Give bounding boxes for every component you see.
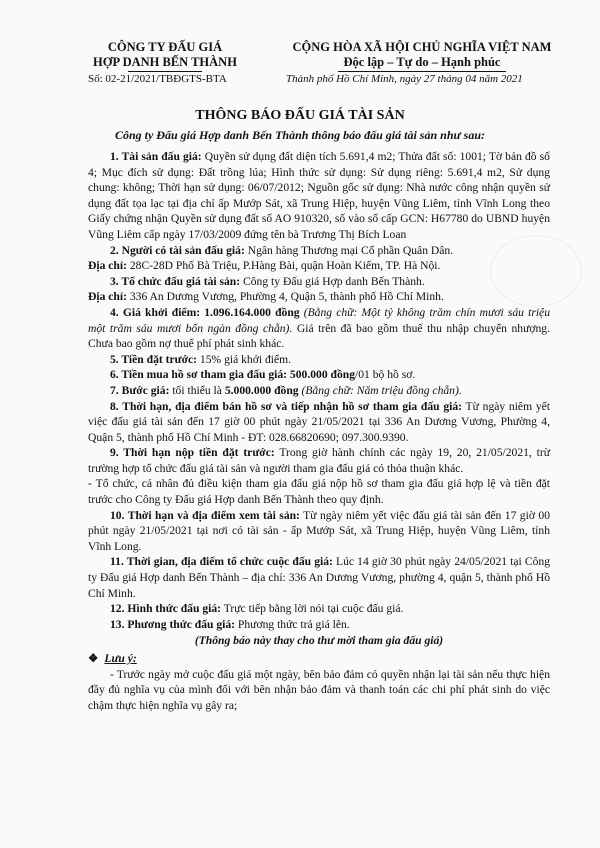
national-motto: Độc lập – Tự do – Hạnh phúc [343, 55, 501, 69]
item-5: 5. Tiền đặt trước: 15% giá khởi điểm. [110, 352, 292, 366]
note-text: - Trước ngày mở cuộc đấu giá một ngày, bên bảo đảm có quyền nhận lại tài sản nếu thực hiện đầy đủ nghĩa vụ của mình đối với bên nhận bảo đảm và thanh toán các chi phí phát sinh do việc chậm thực hiện nghĩa vụ gây ra; [88, 667, 550, 712]
intro-line: Công ty Đấu giá Hợp danh Bến Thành thông báo đấu giá tài sản như sau: [114, 128, 486, 142]
item-1: 1. Tài sản đấu giá: Quyền sử dụng đất diện tích 5.691,4 m2; Thửa đất số: 1001; Tờ bản đồ số 4; Mục đích sử dụng: Đất trồng lúa; Hình thức sử dụng: Sử dụng riêng: 5.691,4 m2, Sử dụng chung: không; Thời hạn sử dụng: 06/07/2012; Nguồn gốc sử dụng: Nhà nước công nhận quyền sử dụng đất tọa lạc tại địa chỉ ấp Mướp Sát, xã Trung Hiệp, huyện Vũng Liêm, tỉnh Vĩnh Long theo Giấy chứng nhận Quyền sử dụng đất số AO 910320, số vào sổ cấp GCN: H67780 do UBND huyện Vũng Liêm cấp ngày 17/03/2009 đứng tên bà Trương Thị Bích Loan [88, 150, 550, 241]
item-3-address: Địa chỉ: 336 An Dương Vương, Phường 4, Quận 5, thành phố Hồ Chí Minh. [88, 290, 444, 304]
note-heading: ❖ Lưu ý: [88, 652, 137, 665]
document-number: Số: 02-21/2021/TBĐGTS-BTA [88, 73, 227, 85]
item-12: 12. Hình thức đấu giá: Trực tiếp bằng lời nói tại cuộc đấu giá. [110, 602, 404, 616]
nation-name: CỘNG HÒA XÃ HỘI CHỦ NGHĨA VIỆT NAM [292, 40, 552, 54]
company-name-line1: CÔNG TY ĐẤU GIÁ [107, 40, 223, 54]
item-7: 7. Bước giá: tối thiểu là 5.000.000 đồng (Bằng chữ: Năm triệu đồng chẵn). [110, 383, 462, 397]
item-10: 10. Thời hạn và địa điểm xem tài sản: Từ ngày niêm yết việc đấu giá tài sản đến 17 giờ 00 phút ngày 21/05/2021 tại nơi có tài sản - ấp Mướp Sát, xã Trung Hiệp, huyện Vũng Liêm, tỉnh Vĩnh Long. [88, 508, 550, 553]
company-name-line2: HỢP DANH BẾN THÀNH [93, 55, 237, 69]
invitation-notice: (Thông báo này thay cho thư mời tham gia đấu giá) [194, 634, 444, 648]
item-9-extra: - Tổ chức, cá nhân đủ điều kiện tham gia đấu giá nộp hồ sơ tham gia đấu giá hợp lệ và tiền đặt trước cho Công ty Đấu giá Hợp danh Bến Thành theo quy định. [88, 477, 550, 507]
national-header [282, 40, 562, 72]
item-2: 2. Người có tài sản đấu giá: Ngân hàng Thương mại Cổ phần Quân Dân. [110, 243, 454, 257]
motto-underline [338, 71, 506, 72]
document-title: THÔNG BÁO ĐẤU GIÁ TÀI SẢN [195, 108, 405, 123]
item-3: 3. Tổ chức đấu giá tài sản: Công ty Đấu giá Hợp danh Bến Thành. [110, 274, 425, 288]
item-11: 11. Thời gian, địa điểm tổ chức cuộc đấu giá: Lúc 14 giờ 30 phút ngày 24/05/2021 tại Công ty Đấu giá Hợp danh Bến Thành – địa chỉ: 336 An Dương Vương, phường 4, quận 5, thành phố Hồ Chí Minh. [88, 555, 550, 600]
item-8: 8. Thời hạn, địa điểm bán hồ sơ và tiếp nhận hồ sơ tham gia đấu giá: Từ ngày niêm yết việc đấu giá tài sản đến 17 giờ 00 phút ngày 21/05/2021 tại 336 An Dương Vương, Phường 4, Quận 5, thành phố Hồ Chí Minh - ĐT: 028.66820690; 097.300.9390. [88, 399, 550, 444]
document-body [88, 149, 550, 713]
item-6: 6. Tiền mua hồ sơ tham gia đấu giá: 500.000 đồng/01 bộ hồ sơ. [110, 368, 416, 382]
company-underline [128, 71, 202, 72]
item-13: 13. Phương thức đấu giá: Phương thức trả giá lên. [110, 617, 350, 631]
diamond-bullet-icon: ❖ [88, 652, 99, 665]
item-4: 4. Giá khởi điểm: 1.096.164.000 đồng (Bằng chữ: Một tỷ không trăm chín mươi sáu triệu một trăm sáu mươi bốn ngàn đồng chẵn). Giá trên đã bao gồm thuế thu nhập chuyển nhượng. Chưa bao gồm nợ thuế phí phát sinh khác. [88, 305, 551, 351]
item-9: 9. Thời hạn nộp tiền đặt trước: Trong giờ hành chính các ngày 19, 20, 21/05/2021, trừ trường hợp tổ chức đấu giá tài sản và người tham gia đấu giá có thỏa thuận khác. [88, 446, 550, 475]
item-2-address: Địa chỉ: 28C-28D Phố Bà Triệu, P.Hàng Bài, quận Hoàn Kiếm, TP. Hà Nội. [88, 259, 441, 273]
company-header [80, 40, 250, 72]
issue-date: Thành phố Hồ Chí Minh, ngày 27 tháng 04 năm 2021 [286, 73, 523, 85]
